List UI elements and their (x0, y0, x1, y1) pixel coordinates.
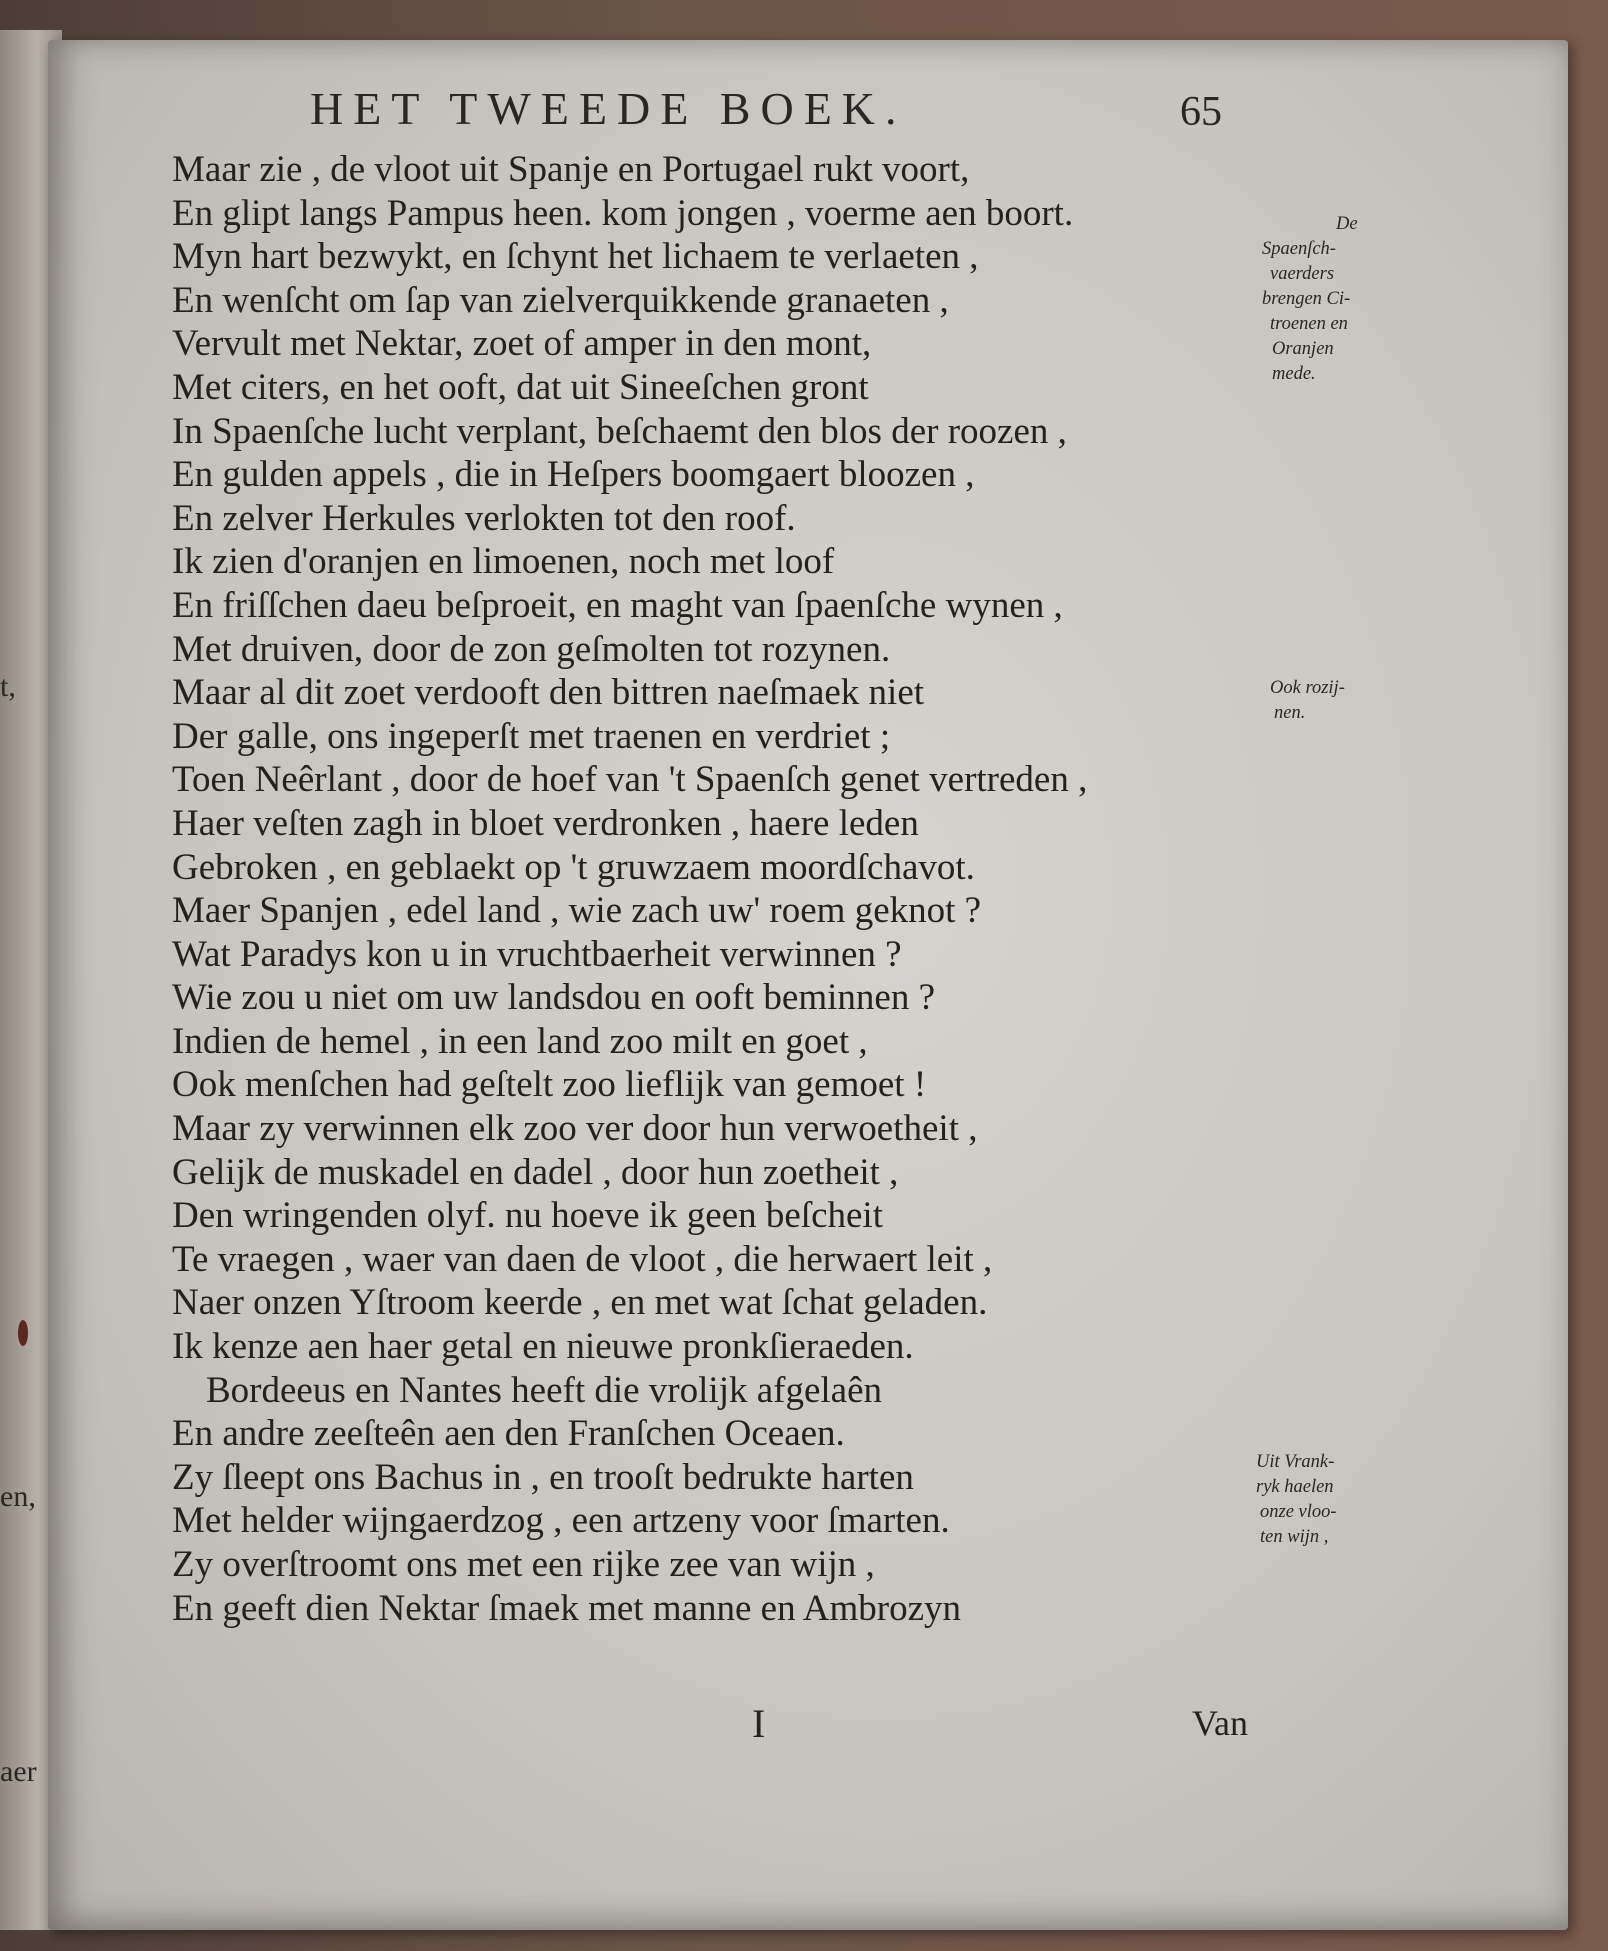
poem-line: Der galle, ons ingeperſt met traenen en verdriet ; (172, 715, 891, 757)
poem-line: Ook menſchen had geſtelt zoo lieflijk van gemoet ! (172, 1064, 927, 1106)
margin-note-line: brengen Ci- (1262, 289, 1351, 309)
margin-note-line: ten wijn , (1260, 1527, 1329, 1547)
margin-note-line: troenen en (1270, 314, 1348, 334)
poem-line: En wenſcht om ſap van zielverquikkende granaeten , (172, 279, 949, 321)
poem-line: Maar al dit zoet verdooft den bittren naeſmaek niet (172, 672, 925, 714)
poem-line: Den wringenden olyf. nu hoeve ik geen beſcheit (172, 1195, 883, 1237)
poem-line: Maer Spanjen , edel land , wie zach uw' roem geknot ? (172, 890, 982, 932)
margin-note-line: De (1336, 214, 1358, 234)
poem-line: Maar zie , de vloot uit Spanje en Portugael rukt voort, (172, 149, 970, 190)
margin-note-line: Uit Vrank- (1256, 1452, 1335, 1472)
signature-mark: I (752, 1701, 766, 1746)
page-number: 65 (1180, 89, 1222, 135)
page-header (310, 82, 1140, 142)
margin-note-line: mede. (1272, 364, 1316, 384)
poem-line: En friſſchen daeu beſproeit, en maght van ſpaenſche wynen , (172, 584, 1063, 626)
previous-page-fragment: en, (0, 1480, 36, 1513)
poem-line: Wie zou u niet om uw landsdou en ooft beminnen ? (172, 977, 935, 1019)
poem-line: Vervult met Nektar, zoet of amper in den mont, (172, 323, 872, 365)
poem-line: Toen Neêrlant , door de hoef van 't Spaenſch genet vertreden , (172, 759, 1088, 801)
running-head: HET TWEEDE BOEK. (310, 83, 907, 134)
poem-line: Myn hart bezwykt, en ſchynt het lichaem te verlaeten , (172, 236, 979, 278)
margin-note-line: Ook rozij- (1270, 678, 1345, 698)
poem-line: En gulden appels , die in Heſpers boomgaert bloozen , (172, 454, 975, 496)
poem-line: Met helder wijngaerdzog , een artzeny voor ſmarten. (172, 1500, 950, 1542)
catchword: Van (1192, 1703, 1248, 1743)
margin-note (1256, 1450, 1406, 1550)
poem-line: Ik zien d'oranjen en limoenen, noch met loof (172, 541, 835, 583)
margin-note-line: Oranjen (1272, 339, 1334, 359)
margin-note (1270, 676, 1420, 726)
margin-note-line: onze vloo- (1260, 1502, 1337, 1522)
poem-line: Gelijk de muskadel en dadel , door hun zoetheit , (172, 1151, 899, 1193)
margin-note (1262, 212, 1412, 387)
previous-page-fragment: t, (0, 670, 16, 703)
margin-note-line: ryk haelen (1256, 1477, 1334, 1497)
poem-text (172, 148, 1282, 1630)
poem-line: Maar zy verwinnen elk zoo ver door hun verwoetheit , (172, 1108, 978, 1150)
margin-note-line: nen. (1274, 703, 1306, 723)
poem-line: Wat Paradys kon u in vruchtbaerheit verwinnen ? (172, 933, 902, 975)
poem-line: In Spaenſche lucht verplant, beſchaemt den blos der roozen , (172, 410, 1067, 452)
previous-page-fragment: aer (0, 1755, 37, 1788)
poem-line: Zy ſleept ons Bachus in , en trooſt bedrukte harten (172, 1456, 914, 1498)
poem-line: Met druiven, door de zon geſmolten tot rozynen. (172, 628, 891, 670)
margin-note-line: Spaenſch- (1262, 239, 1336, 259)
poem-line: En geeft dien Nektar ſmaek met manne en Ambrozyn (172, 1587, 962, 1629)
poem-line: En zelver Herkules verlokten tot den roof. (172, 497, 796, 539)
poem-line: Naer onzen Yſtroom keerde , en met wat ſchat geladen. (172, 1282, 988, 1324)
ink-stain (18, 1320, 28, 1346)
poem-line: Met citers, en het ooft, dat uit Sineeſchen gront (172, 366, 869, 408)
poem-line: Zy overſtroomt ons met een rijke zee van wijn , (172, 1544, 875, 1585)
poem-line: En andre zeeſteên aen den Franſchen Oceaen. (172, 1413, 845, 1455)
poem-line: En glipt langs Pampus heen. kom jongen , voerme aen boort. (172, 192, 1074, 234)
margin-note-line: vaerders (1270, 264, 1335, 284)
poem-line: Te vraegen , waer van daen de vloot , die herwaert leit , (172, 1238, 993, 1280)
poem-line: Gebroken , en geblaekt op 't gruwzaem moordſchavot. (172, 846, 975, 888)
poem-line: Bordeeus en Nantes heeft die vrolijk afgelaên (206, 1369, 883, 1411)
poem-line: Ik kenze aen haer getal en nieuwe pronkſieraeden. (172, 1326, 914, 1368)
poem-line: Haer veſten zagh in bloet verdronken , haere leden (172, 802, 919, 844)
poem-line: Indien de hemel , in een land zoo milt en goet , (172, 1020, 868, 1062)
